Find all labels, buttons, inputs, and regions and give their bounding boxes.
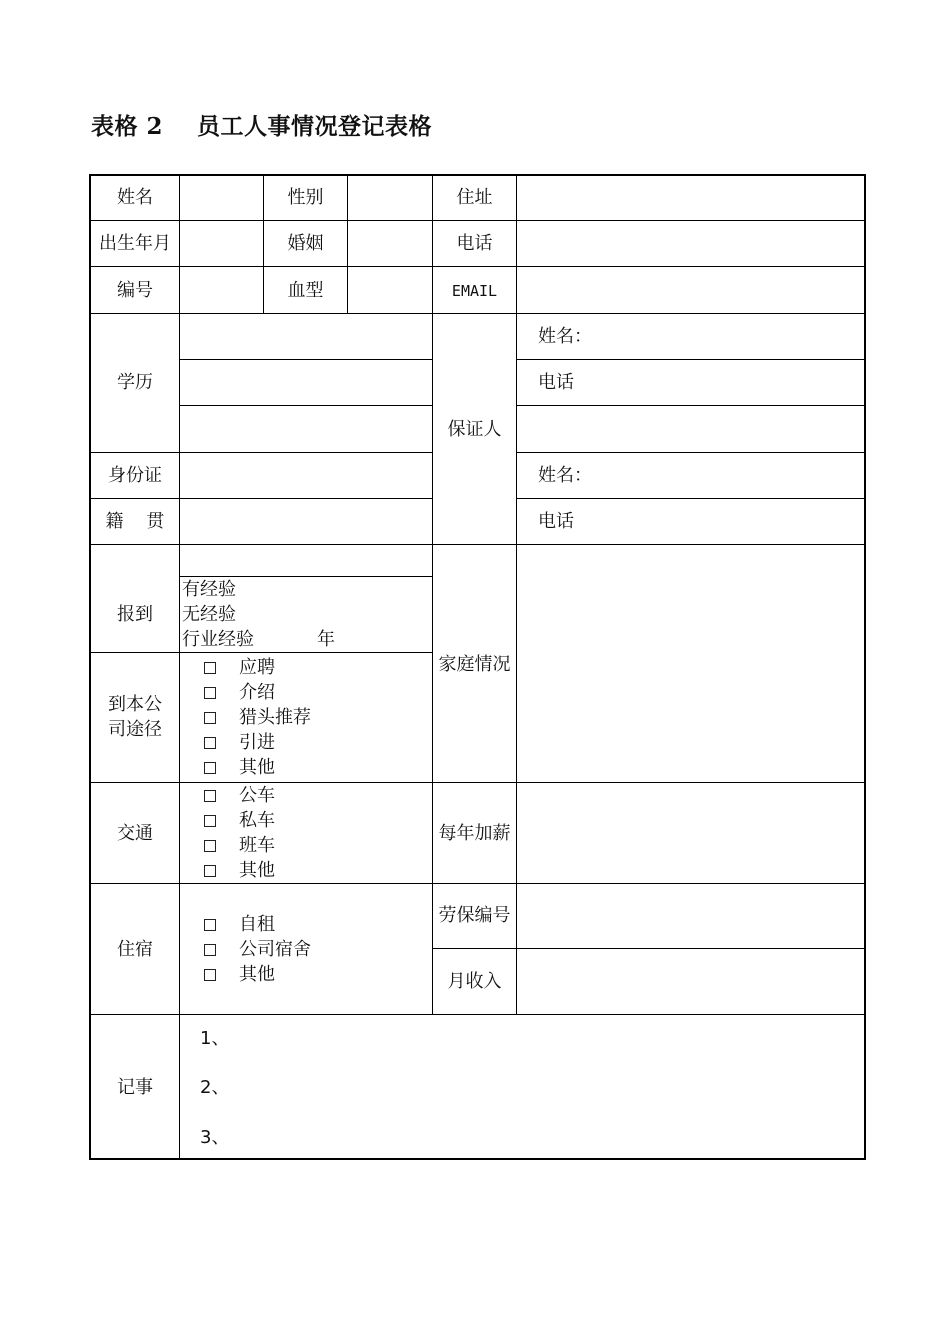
row-divider <box>89 498 432 499</box>
checkbox-traffic-private[interactable] <box>204 815 216 827</box>
option-channel-other: 其他 <box>239 757 275 778</box>
label-address: 住址 <box>456 187 493 208</box>
checkbox-traffic-bus[interactable] <box>204 790 216 802</box>
label-phone: 电话 <box>456 233 493 254</box>
checkbox-housing-rent[interactable] <box>204 919 216 931</box>
label-guarantor: 保证人 <box>447 419 502 440</box>
checkbox-channel-apply[interactable] <box>204 662 216 674</box>
label-education: 学历 <box>117 372 153 393</box>
row-divider <box>89 313 866 314</box>
label-income: 月收入 <box>447 971 502 992</box>
col-divider <box>347 174 348 313</box>
label-housing: 住宿 <box>117 939 153 960</box>
label-notes: 记事 <box>117 1077 153 1098</box>
checkbox-traffic-other[interactable] <box>204 865 216 877</box>
label-traffic: 交通 <box>117 823 153 844</box>
checkbox-housing-dorm[interactable] <box>204 944 216 956</box>
label-number: 编号 <box>117 280 153 301</box>
row-divider <box>516 498 866 499</box>
option-channel-apply: 应聘 <box>239 657 275 678</box>
label-id-card: 身份证 <box>108 465 162 486</box>
notes-item-2: 2、 <box>200 1077 230 1098</box>
row-divider <box>516 359 866 360</box>
option-traffic-bus: 公车 <box>239 785 275 806</box>
experience-none: 无经验 <box>182 604 236 625</box>
row-divider <box>179 405 432 406</box>
checkbox-housing-other[interactable] <box>204 969 216 981</box>
registration-form <box>89 174 866 1160</box>
label-report: 报到 <box>117 604 153 625</box>
option-housing-dorm: 公司宿舍 <box>239 939 311 960</box>
label-insurance-no: 劳保编号 <box>438 905 511 926</box>
label-raise: 每年加薪 <box>438 823 511 844</box>
experience-years: 年 <box>317 629 335 650</box>
option-traffic-shuttle: 班车 <box>239 835 275 856</box>
label-native-place: 籍 贯 <box>105 511 165 532</box>
row-divider <box>89 220 866 221</box>
row-divider <box>179 576 432 577</box>
guarantor-phone-1: 电话 <box>538 372 574 393</box>
border-right <box>864 174 866 1160</box>
checkbox-channel-other[interactable] <box>204 762 216 774</box>
option-channel-headhunter: 猎头推荐 <box>239 707 311 728</box>
label-gender: 性别 <box>287 187 324 208</box>
notes-item-3: 3、 <box>200 1127 230 1148</box>
guarantor-phone-2: 电话 <box>538 511 574 532</box>
border-top <box>89 174 866 176</box>
label-name: 姓名 <box>117 187 153 208</box>
experience-industry: 行业经验 <box>182 629 254 650</box>
row-divider <box>89 1014 866 1015</box>
checkbox-channel-headhunter[interactable] <box>204 712 216 724</box>
row-divider <box>89 452 432 453</box>
page-title: 表格 2 员工人事情况登记表格 <box>91 113 433 140</box>
col-divider <box>179 174 180 1160</box>
border-left <box>89 174 91 1160</box>
label-birth: 出生年月 <box>99 233 171 254</box>
label-family: 家庭情况 <box>438 654 511 675</box>
label-marriage: 婚姻 <box>287 233 324 254</box>
label-blood: 血型 <box>287 280 324 301</box>
col-divider <box>516 174 517 1014</box>
row-divider <box>89 883 866 884</box>
row-divider <box>89 266 866 267</box>
option-housing-other: 其他 <box>239 964 275 985</box>
checkbox-channel-introduce[interactable] <box>204 737 216 749</box>
row-divider <box>89 782 866 783</box>
row-divider <box>516 405 866 406</box>
row-divider <box>516 452 866 453</box>
guarantor-name-2: 姓名： <box>538 465 592 486</box>
row-divider <box>89 652 432 653</box>
notes-item-1: 1、 <box>200 1028 230 1049</box>
label-channel-line1: 到本公 <box>108 694 162 715</box>
option-traffic-other: 其他 <box>239 860 275 881</box>
col-divider <box>432 174 433 1014</box>
option-housing-rent: 自租 <box>239 914 275 935</box>
checkbox-traffic-shuttle[interactable] <box>204 840 216 852</box>
row-divider <box>89 544 866 545</box>
option-channel-referral: 介绍 <box>239 682 275 703</box>
row-divider <box>179 359 432 360</box>
label-channel-line2: 司途径 <box>108 719 162 740</box>
experience-has: 有经验 <box>182 579 236 600</box>
option-traffic-private: 私车 <box>239 810 275 831</box>
checkbox-channel-referral[interactable] <box>204 687 216 699</box>
guarantor-name-1: 姓名： <box>538 326 592 347</box>
option-channel-introduce: 引进 <box>239 732 275 753</box>
row-divider <box>432 948 866 949</box>
label-email: EMAIL <box>451 282 498 300</box>
border-bottom <box>89 1158 866 1160</box>
